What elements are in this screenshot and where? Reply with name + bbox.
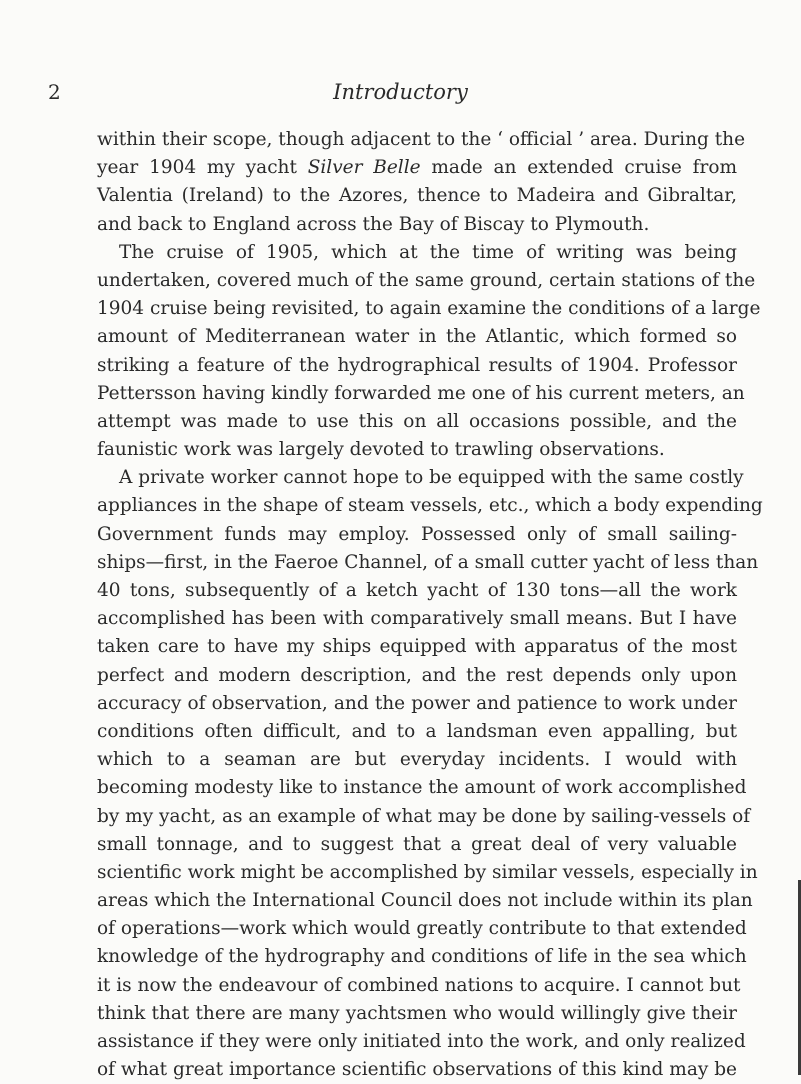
text-line: ships—first, in the Faeroe Channel, of a small cutter yacht of less than: [97, 551, 759, 573]
text-line: The cruise of 1905, which at the time of writing was being: [119, 241, 737, 263]
text-line: accuracy of observation, and the power and patience to work under: [97, 692, 737, 714]
running-head-title: Introductory: [333, 80, 468, 104]
text-line: which to a seaman are but everyday incidents. I would with: [97, 749, 737, 771]
text-line: areas which the International Council does not include within its plan: [97, 890, 753, 912]
text-line: accomplished has been with comparatively small means. But I have: [97, 608, 737, 630]
text-line: of operations—work which would greatly contribute to that extended: [97, 918, 747, 940]
text-line: attempt was made to use this on all occasions possible, and the: [97, 410, 737, 432]
text-line: 1904 cruise being revisited, to again examine the conditions of a large: [97, 298, 761, 320]
body-text: [97, 126, 763, 1084]
text-line: conditions often difficult, and to a landsman even appalling, but: [97, 720, 737, 742]
text-line: assistance if they were only initiated into the work, and only realized: [97, 1031, 746, 1052]
text-line: within their scope, though adjacent to the ‘ official ’ area. During the: [97, 129, 746, 150]
text-line: appliances in the shape of steam vessels, etc., which a body expending: [97, 495, 763, 517]
yacht-name: Silver Belle: [307, 157, 421, 179]
text-line: of what great importance scientific observations of this kind may be: [97, 1059, 737, 1081]
text-line: taken care to have my ships equipped with apparatus of the most: [97, 636, 737, 658]
text-line: think that there are many yachtsmen who would willingly give their: [97, 1002, 737, 1024]
text-line: striking a feature of the hydrographical results of 1904. Professor: [97, 354, 737, 376]
text-line: 40 tons, subsequently of a ketch yacht of 130 tons—all the work: [97, 580, 737, 601]
text-segment: year 1904 my yacht: [97, 157, 308, 179]
text-line: knowledge of the hydrography and conditions of life in the sea which: [97, 946, 747, 968]
text-line: A private worker cannot hope to be equipped with the same costly: [119, 467, 744, 489]
text-line: it is now the endeavour of combined nations to acquire. I cannot but: [97, 974, 741, 996]
page-number: 2: [48, 80, 61, 104]
text-segment: made an extended cruise from: [420, 157, 737, 179]
text-line: and back to England across the Bay of Biscay to Plymouth.: [97, 213, 650, 235]
text-line: becoming modesty like to instance the amount of work accomplished: [97, 777, 747, 799]
text-line: Valentia (Ireland) to the Azores, thence to Madeira and Gibraltar,: [97, 185, 737, 207]
text-line: undertaken, covered much of the same ground, certain stations of the: [97, 269, 756, 291]
text-line: Pettersson having kindly forwarded me one of his current meters, an: [97, 382, 745, 404]
text-line: [97, 154, 737, 182]
text-line: amount of Mediterranean water in the Atlantic, which formed so: [97, 326, 737, 348]
text-line: scientific work might be accomplished by similar vessels, especially in: [97, 861, 758, 883]
text-line: by my yacht, as an example of what may be done by sailing-vessels of: [97, 805, 751, 827]
text-line: perfect and modern description, and the rest depends only upon: [97, 664, 737, 686]
text-line: small tonnage, and to suggest that a great deal of very valuable: [97, 833, 737, 855]
text-line: Government funds may employ. Possessed only of small sailing-: [97, 523, 737, 545]
text-line: faunistic work was largely devoted to trawling observations.: [97, 439, 665, 461]
